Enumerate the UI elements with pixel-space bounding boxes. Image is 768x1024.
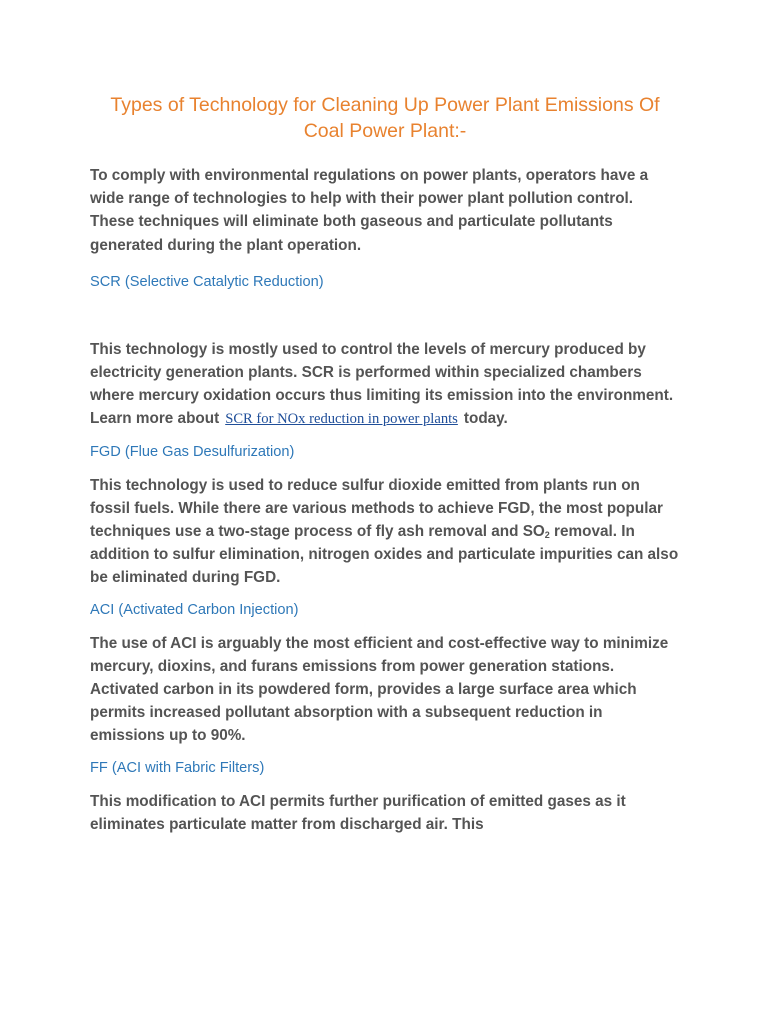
- fgd-body-part1: This technology is used to reduce sulfur dioxide emitted from plants run on fossil fuels. While there are various methods to achieve FGD, the most popular techniques use a two-stage process of fly ash removal and SO: [90, 476, 663, 541]
- so2-subscript: 2: [544, 530, 550, 541]
- section-heading-scr: SCR (Selective Catalytic Reduction): [90, 273, 324, 290]
- section-body-ff: This modification to ACI permits further purification of emitted gases as it eliminates particulate matter from discharged air. This: [90, 792, 626, 833]
- section-body-aci: The use of ACI is arguably the most efficient and cost-effective way to minimize mercury, dioxins, and furans emissions from power generation stations. Activated carbon in its powdered form, provides a large surface area which permits increased pollutant absorption with a subsequent reduction in emissions up to 90%.: [90, 634, 669, 745]
- scr-body-tail: today.: [463, 410, 508, 428]
- scr-nox-link[interactable]: SCR for NOx reduction in power plants: [225, 411, 458, 428]
- section-heading-aci: ACI (Activated Carbon Injection): [90, 601, 299, 618]
- intro-paragraph: To comply with environmental regulations on power plants, operators have a wide range of technologies to help with their power plant pollution control. These techniques will eliminate both gaseous and particulate pollutants generated during the plant operation.: [90, 167, 649, 254]
- section-heading-fgd: FGD (Flue Gas Desulfurization): [90, 443, 295, 460]
- page-title: Types of Technology for Cleaning Up Power Plant Emissions Of Coal Power Plant:-: [110, 94, 660, 142]
- section-body-fgd: [90, 474, 680, 590]
- fgd-body-part2: removal. In addition to sulfur elimination, nitrogen oxides and particulate impurities can also be eliminated during FGD.: [90, 523, 679, 587]
- section-body-scr: [90, 338, 680, 432]
- scr-body-text: This technology is mostly used to control the levels of mercury produced by electricity generation plants. SCR is performed within specialized chambers where mercury oxidation occurs thus limiting its emission into the environment. Learn more about: [90, 340, 674, 428]
- section-heading-ff: FF (ACI with Fabric Filters): [90, 759, 265, 776]
